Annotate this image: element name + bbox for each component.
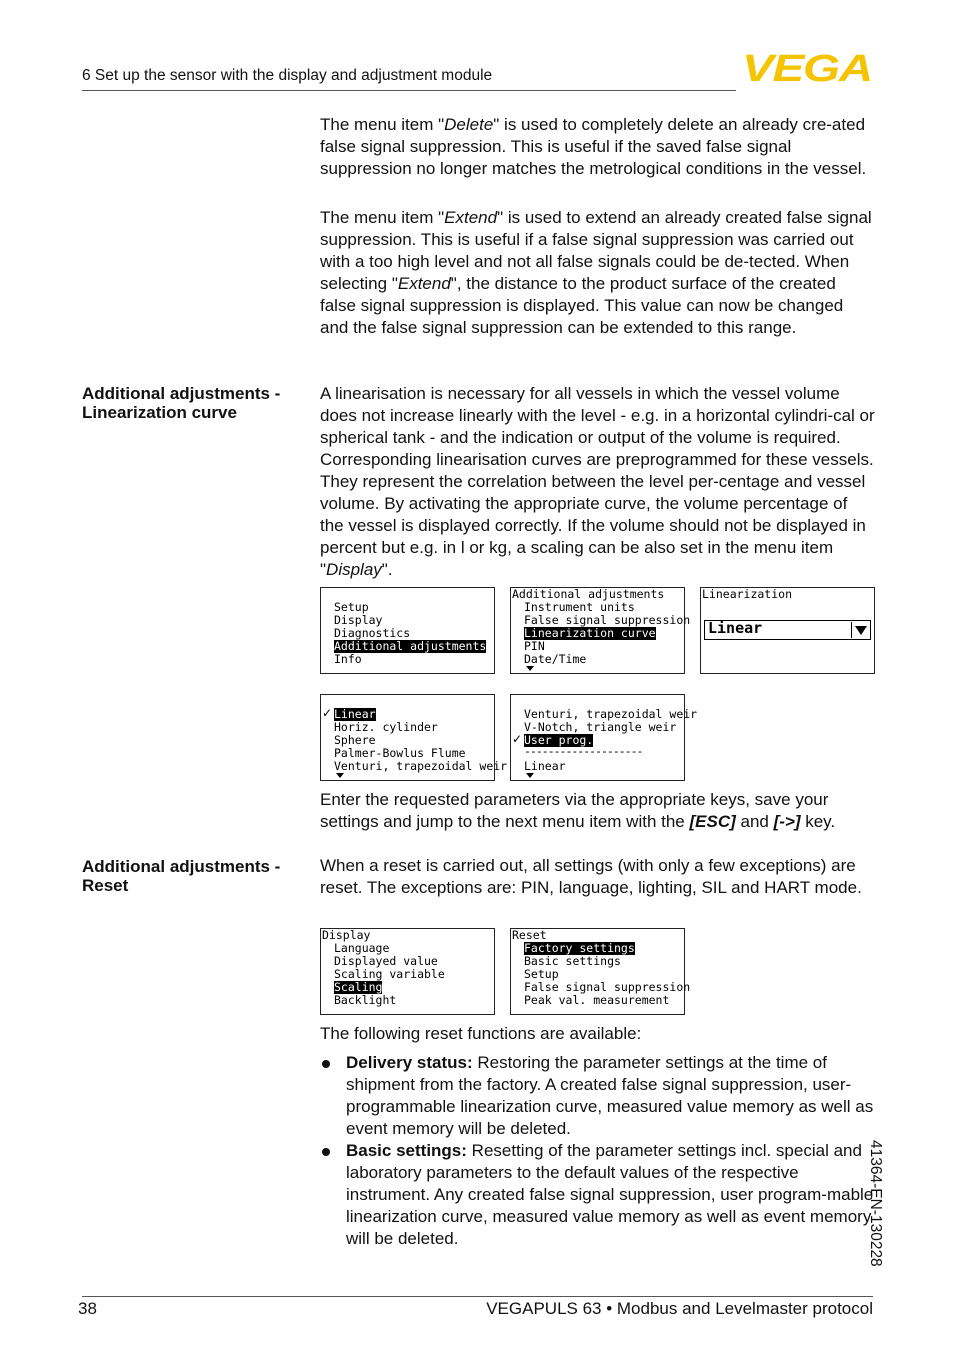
section-title: 6 Set up the sensor with the display and adjustment module (82, 67, 493, 84)
lcd-menu-item[interactable]: Basic settings (524, 954, 621, 968)
linearization-paragraph: A linearisation is necessary for all vessels in which the vessel volume does not increase linearly with the level - e.g. in a horizontal cylindri-cal or spherical tank - and the indication or output of the volume is required. Corresponding linearisation curves are preprogrammed for these vessels. They represent the correlation between the level per-centage and vessel volume. By activating the appropriate curve, the volume percentage of the vessel is displayed correctly. If the volume should not be displayed in percent but e.g. in l or kg, a scaling can be also set in the menu item "Display". (320, 384, 875, 579)
lcd-title: Display (322, 928, 371, 942)
checkmark-icon: ✓ (512, 732, 523, 746)
lcd-menu-item[interactable]: Info (334, 652, 362, 666)
lcd-additional-adjustments (510, 587, 691, 674)
lcd-menu-item[interactable]: Display (334, 613, 383, 627)
dropdown-value: Linear (708, 619, 763, 637)
lcd-menu-item-selected[interactable]: Factory settings (524, 941, 635, 955)
lcd-menu-item[interactable]: Language (334, 941, 390, 955)
lcd-linearization-select (700, 587, 875, 674)
enter-parameters-paragraph: Enter the requested parameters via the appropriate keys, save your settings and jump to the next menu item with the [ESC] and [->] key. (320, 790, 836, 831)
lcd-menu-item[interactable]: Setup (334, 600, 369, 614)
lcd-menu-item-selected[interactable]: User prog. (524, 733, 594, 747)
lcd-main-menu (320, 587, 495, 674)
lcd-menu-item[interactable]: Venturi, trapezoidal weir (524, 707, 698, 721)
lcd-menu-item-selected[interactable]: Additional adjustments (334, 639, 487, 653)
lcd-menu-item[interactable]: False signal suppression (524, 613, 691, 627)
lcd-menu-item-selected[interactable]: Scaling (334, 980, 383, 994)
vega-logo (741, 52, 873, 84)
lcd-separator: -------------------- (524, 744, 643, 758)
lcd-menu-item[interactable]: Setup (524, 967, 559, 981)
lcd-menu-item-selected[interactable]: Linearization curve (524, 626, 656, 640)
extend-paragraph: The menu item "Extend" is used to extend an already created false signal suppression. This is useful if a false signal suppression was carried out with a too high level and not all false signals could be de-tected. When selecting "Extend", the distance to the product surface of the created false signal suppression is displayed. This value can now be changed and the false signal suppression can be extended to this range. (320, 208, 872, 337)
lcd-user-prog (510, 694, 698, 781)
lcd-footer-value: Linear (524, 759, 566, 773)
lcd-menu-item[interactable]: Venturi, trapezoidal weir (334, 759, 508, 773)
lcd-reset-menu (510, 928, 691, 1015)
linearization-dropdown[interactable] (704, 620, 871, 640)
lcd-title: Linearization (702, 587, 793, 601)
list-item: Delivery status: Restoring the parameter settings at the time of shipment from the factory. A created false signal suppression, user-programmable linearization curve, measured value memory as well as event memory will be deleted. (320, 1052, 875, 1140)
reset-functions-list (320, 1052, 875, 1250)
scroll-down-icon (336, 773, 344, 778)
list-item: Basic settings: Resetting of the parameter settings incl. special and laboratory parameters to the default values of the respective instrument. Any created false signal suppression, user program-mable linearization curve, measured value memory as well as event memory will be deleted. (320, 1140, 875, 1250)
reset-paragraph: When a reset is carried out, all settings (with only a few exceptions) are reset. The exceptions are: PIN, language, lighting, SIL and HART mode. (320, 856, 862, 897)
vega-logo-text: VEGA (742, 52, 872, 84)
page-number: 38 (78, 1299, 97, 1318)
lcd-menu-item[interactable]: PIN (524, 639, 545, 653)
lcd-menu-item[interactable]: Displayed value (334, 954, 438, 968)
lcd-menu-item[interactable]: Date/Time (524, 652, 587, 666)
lcd-menu-item[interactable]: Horiz. cylinder (334, 720, 438, 734)
lcd-menu-item[interactable]: False signal suppression (524, 980, 691, 994)
header-rule (82, 90, 736, 91)
product-name: VEGAPULS 63 • Modbus and Levelmaster protocol (486, 1299, 873, 1318)
lcd-title: Additional adjustments (512, 587, 665, 601)
lcd-menu-item[interactable]: Backlight (334, 993, 397, 1007)
lcd-menu-item[interactable]: Instrument units (524, 600, 635, 614)
reset-heading: Additional adjustments - Reset (82, 857, 281, 895)
scroll-down-icon (526, 773, 534, 778)
arrow-key: [->] (773, 812, 801, 831)
scroll-down-icon (526, 666, 534, 671)
document-number: 41364-EN-130228 (867, 1140, 884, 1267)
lcd-menu-item[interactable]: Diagnostics (334, 626, 411, 640)
lcd-display-menu (320, 928, 495, 1015)
checkmark-icon: ✓ (322, 706, 333, 720)
lcd-menu-item[interactable]: Palmer-Bowlus Flume (334, 746, 466, 760)
esc-key: [ESC] (689, 812, 736, 831)
lcd-title: Reset (512, 928, 547, 942)
linearization-heading: Additional adjustments - Linearization curve (82, 384, 281, 422)
delete-paragraph: The menu item "Delete" is used to completely delete an already cre-ated false signal suppression. This is useful if the saved false signal suppression no longer matches the metrological conditions in the vessel. (320, 115, 867, 178)
lcd-menu-item[interactable]: V-Notch, triangle weir (524, 720, 677, 734)
lcd-menu-item-selected[interactable]: Linear (334, 707, 376, 721)
lcd-menu-item[interactable]: Sphere (334, 733, 376, 747)
lcd-menu-item[interactable]: Peak val. measurement (524, 993, 670, 1007)
footer-rule (82, 1296, 873, 1297)
lcd-menu-item[interactable]: Scaling variable (334, 967, 445, 981)
lcd-curve-list (320, 694, 508, 781)
reset-functions-intro: The following reset functions are available: (320, 1024, 642, 1043)
dropdown-arrow-icon[interactable] (851, 622, 869, 638)
